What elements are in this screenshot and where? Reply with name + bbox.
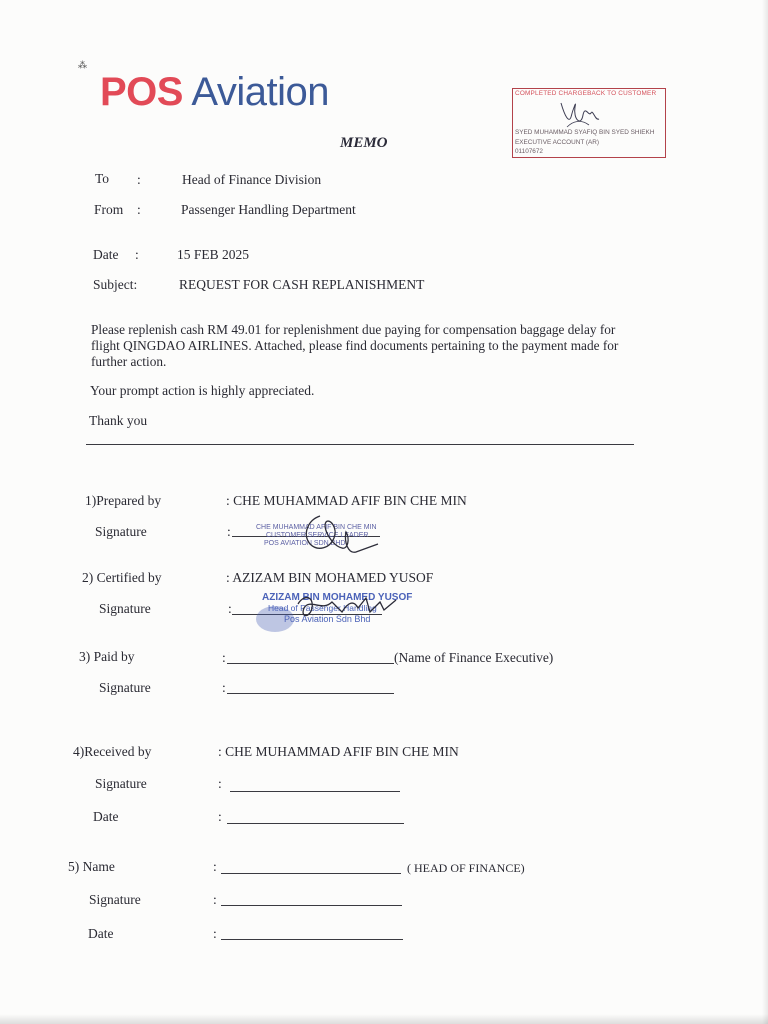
from-value: Passenger Handling Department	[181, 202, 356, 217]
certified-value: : AZIZAM BIN MOHAMED YUSOF	[226, 570, 434, 585]
subject-label: Subject:	[93, 277, 138, 292]
received-signature-colon: :	[218, 776, 222, 791]
name-date-label: Date	[88, 926, 114, 941]
stamp-position: EXECUTIVE ACCOUNT (AR)	[515, 139, 600, 146]
received-date-label: Date	[93, 809, 119, 824]
paid-signature-label: Signature	[99, 680, 151, 695]
name-signature-label: Signature	[89, 892, 141, 907]
certified-label: 2) Certified by	[82, 570, 162, 585]
name-signature-colon: :	[213, 892, 217, 907]
stamp-id: 01107672	[515, 148, 543, 155]
closing-line: Your prompt action is highly appreciated.	[90, 383, 315, 398]
received-date-colon: :	[218, 809, 222, 824]
chargeback-stamp	[512, 88, 666, 158]
name-signature-line	[221, 905, 402, 906]
logo-product: Aviation	[191, 70, 329, 114]
paid-hint: (Name of Finance Executive)	[394, 650, 554, 665]
prepared-stamp-position: CUSTOMER SERVICE LEADER	[266, 532, 369, 539]
memo-heading: MEMO	[340, 135, 388, 151]
received-value: : CHE MUHAMMAD AFIF BIN CHE MIN	[218, 744, 459, 759]
certified-stamp-company: Pos Aviation Sdn Bhd	[284, 614, 371, 624]
name-label: 5) Name	[68, 859, 115, 874]
certified-signature-colon: :	[228, 601, 232, 616]
name-line	[221, 873, 401, 874]
received-label: 4)Received by	[73, 744, 152, 759]
date-label: Date	[93, 247, 119, 262]
prepared-label: 1)Prepared by	[85, 493, 162, 508]
ink-smudge	[256, 606, 294, 632]
stamp-signature	[555, 97, 605, 131]
prepared-signature	[290, 508, 390, 560]
paid-label: 3) Paid by	[79, 649, 135, 664]
divider	[86, 444, 634, 445]
name-date-line	[221, 939, 403, 940]
certified-stamp-name: AZIZAM BIN MOHAMED YUSOF	[262, 592, 413, 603]
stamp-title: COMPLETED CHARGEBACK TO CUSTOMER	[515, 90, 657, 97]
prepared-stamp-company: POS AVIATION SDN BHD	[264, 540, 346, 547]
date-value: 15 FEB 2025	[177, 247, 250, 262]
from-label: From	[94, 202, 124, 217]
to-value: Head of Finance Division	[182, 172, 322, 187]
scan-mark: ⁂	[78, 60, 87, 70]
name-colon: :	[213, 859, 217, 874]
subject-value: REQUEST FOR CASH REPLANISHMENT	[179, 277, 425, 292]
prepared-stamp-name: CHE MUHAMMAD AFIF BIN CHE MIN	[256, 524, 377, 531]
to-label: To	[95, 171, 110, 186]
received-signature-line	[230, 791, 400, 792]
prepared-signature-label: Signature	[95, 524, 147, 539]
paper-edge	[762, 0, 768, 1024]
memo-body: Please replenish cash RM 49.01 for replenishment due paying for compensation baggage delay for flight QINGDAO AIRLINES. Attached, please find documents pertaining to the payment made for further action.	[91, 322, 619, 369]
certified-signature	[292, 588, 402, 628]
from-colon: :	[137, 202, 141, 217]
to-colon: :	[137, 172, 141, 187]
paid-colon: :	[222, 650, 226, 665]
paper-edge-bottom	[0, 1014, 768, 1024]
name-date-colon: :	[213, 926, 217, 941]
date-colon: :	[135, 247, 139, 262]
thank-you: Thank you	[89, 413, 148, 428]
certified-signature-label: Signature	[99, 601, 151, 616]
paid-signature-line	[227, 693, 394, 694]
company-logo	[100, 66, 329, 118]
name-hint: ( HEAD OF FINANCE)	[407, 861, 525, 875]
paid-signature-colon: :	[222, 680, 226, 695]
prepared-value: : CHE MUHAMMAD AFIF BIN CHE MIN	[226, 493, 467, 508]
stamp-name: SYED MUHAMMAD SYAFIQ BIN SYED SHIEKH	[515, 129, 655, 136]
received-date-line	[227, 823, 404, 824]
prepared-signature-colon: :	[227, 524, 231, 539]
certified-stamp-position: Head of Passenger Handling	[268, 603, 377, 613]
logo-brand: POS	[100, 70, 183, 114]
received-signature-label: Signature	[95, 776, 147, 791]
paid-name-line	[227, 663, 394, 664]
